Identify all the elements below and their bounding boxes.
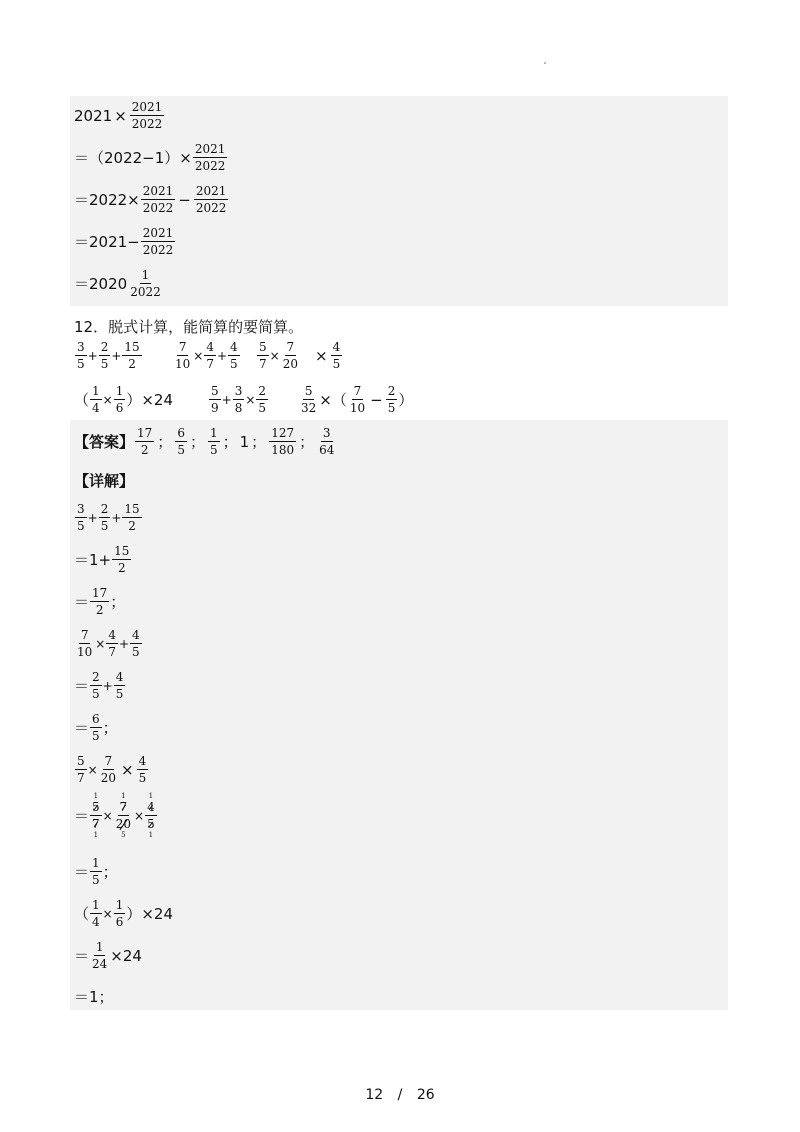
problem-1: $\frac{3}{5}$ + $\frac{2}{5}$ + $\frac{15}{2}$ bbox=[77, 340, 140, 371]
solution-line-3: ＝2022× $\frac{2021}{2022}$ − $\frac{2021}{2022}$ bbox=[74, 184, 227, 215]
detail-step-6: ＝ $\frac{6}{5}$ ； bbox=[74, 712, 118, 743]
fraction: $\frac{2021}{2022}$ bbox=[195, 184, 227, 215]
detail-step-5: ＝ $\frac{2}{5}$ + $\frac{4}{5}$ bbox=[74, 670, 124, 701]
fraction: $\frac{2021}{2022}$ bbox=[131, 100, 163, 131]
scan-speck bbox=[544, 62, 546, 64]
solution-line-1: 2021 × $\frac{2021}{2022}$ bbox=[74, 100, 163, 131]
problem-6: $\frac{5}{32}$ ×（ $\frac{7}{10}$ − $\frac{2}{5}$ ） bbox=[301, 384, 414, 415]
problem-2: $\frac{7}{10}$ × $\frac{4}{7}$ + $\frac{4}{5}$ bbox=[175, 340, 238, 371]
solution-line-2: ＝（2022−1）× $\frac{2021}{2022}$ bbox=[74, 142, 226, 173]
detail-step-1: $\frac{3}{5}$ + $\frac{2}{5}$ + $\frac{15}{2}$ bbox=[77, 502, 140, 533]
solution-line-5: ＝2020 $\frac{1}{2022}$ bbox=[74, 268, 161, 299]
problem-5: $\frac{5}{9}$ + $\frac{3}{8}$ × $\frac{2}{5}$ bbox=[211, 384, 267, 415]
problem-4: （ $\frac{1}{4}$ × $\frac{1}{6}$ ）×24 bbox=[74, 384, 174, 415]
detail-step-9: ＝ $\frac{1}{5}$ ； bbox=[74, 856, 118, 887]
detail-label: 【详解】 bbox=[74, 472, 135, 490]
detail-step-12: ＝1； bbox=[74, 988, 114, 1006]
fraction: $\frac{1}{2022}$ bbox=[130, 268, 161, 299]
question-title: 12．脱式计算，能简算的要简算。 bbox=[74, 318, 304, 336]
detail-step-11: ＝ $\frac{1}{24}$ ×24 bbox=[74, 940, 142, 971]
detail-step-4: $\frac{7}{10}$ × $\frac{4}{7}$ + $\frac{4}{5}$ bbox=[77, 628, 140, 659]
solution-line-4: ＝2021− $\frac{2021}{2022}$ bbox=[74, 226, 174, 257]
problem-3: $\frac{5}{7}$ × $\frac{7}{20}$ × $\frac{4}{5}$ bbox=[259, 340, 341, 371]
detail-step-7: $\frac{5}{7}$ × $\frac{7}{20}$ × $\frac{4}{5}$ bbox=[77, 754, 147, 785]
fraction: $\frac{2021}{2022}$ bbox=[142, 226, 174, 257]
fraction: $\frac{2021}{2022}$ bbox=[142, 184, 174, 215]
detail-step-8-cancellation: ＝ 1 $\frac{5}{7}$ 1 × 1 $\frac{7}{20}$ 5 × 1 $\frac{4}{5}$ 1 bbox=[74, 792, 155, 839]
fraction: $\frac{2021}{2022}$ bbox=[194, 142, 226, 173]
detail-step-2: ＝1+ $\frac{15}{2}$ bbox=[74, 544, 130, 575]
page-number: 12 / 26 bbox=[365, 1087, 435, 1103]
detail-step-3: ＝ $\frac{17}{2}$ ； bbox=[74, 586, 126, 617]
detail-step-10: （ $\frac{1}{4}$ × $\frac{1}{6}$ ）×24 bbox=[74, 898, 174, 929]
answer-line: 【答案】 $\frac{17}{2}$ ； $\frac{6}{5}$ ； $\frac{1}{5}$ ； 1 ； $\frac{127}{180}$ ； $\frac{3}{64}$ bbox=[74, 426, 335, 457]
